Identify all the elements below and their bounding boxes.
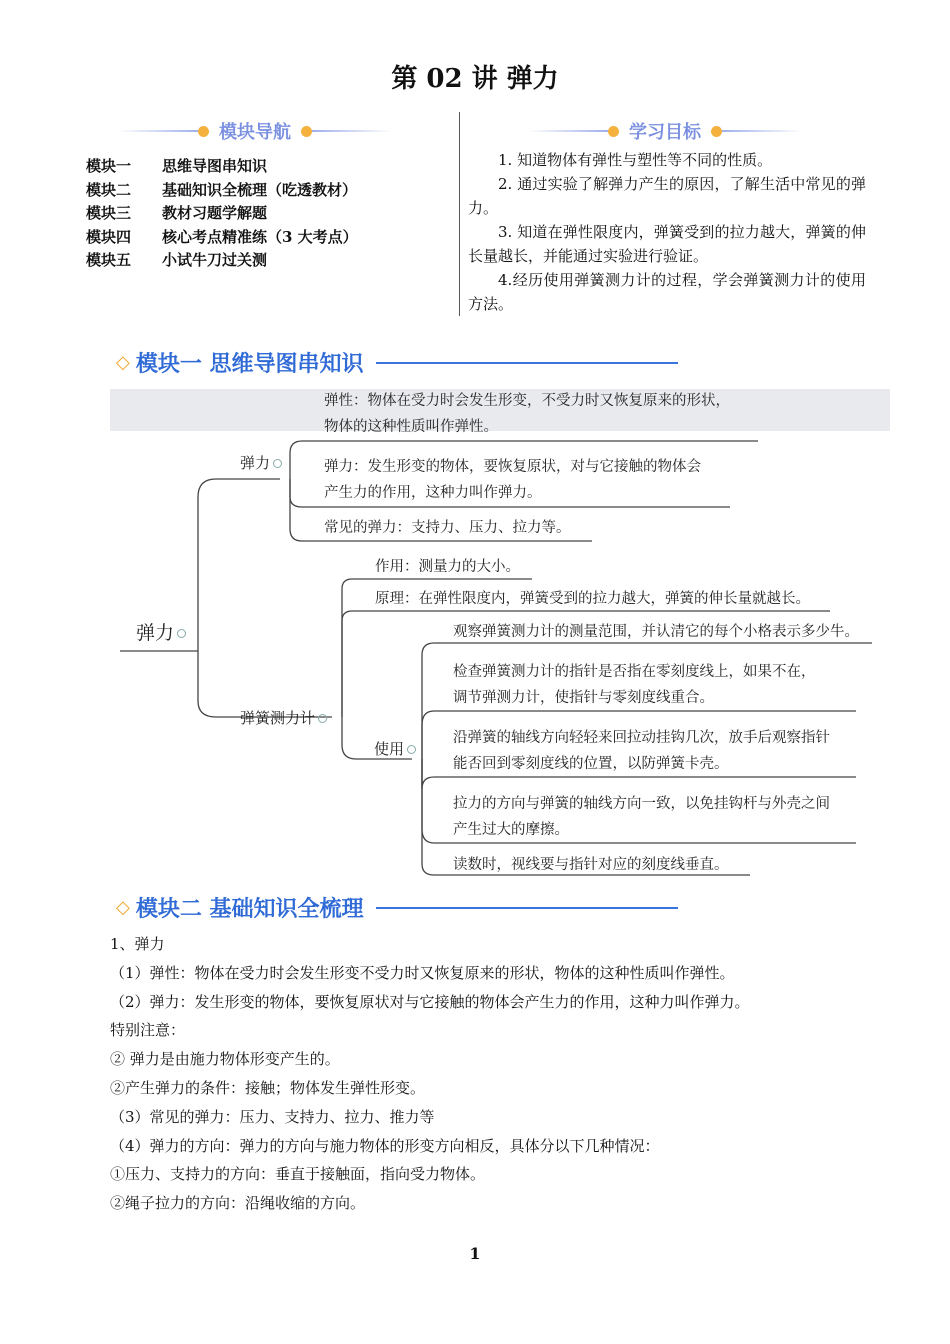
nav-value: 核心考点精准练（3 大考点） [162,227,358,246]
collapse-icon [177,629,186,638]
dot-icon [301,126,312,137]
body-line: ② 弹力是由施力物体形变产生的。 [110,1050,340,1069]
mind-branch-spring-scale [240,707,327,728]
goal-item: 4.经历使用弹簧测力计的过程，学会弹簧测力计的使用方法。 [468,271,866,313]
collapse-icon [407,745,416,754]
module2-title: 模块二 基础知识全梳理 [135,897,364,922]
nav-value: 基础知识全梳理（吃透教材） [162,180,358,199]
nav-key: 模块一 [86,157,132,175]
mind-leaf: 常见的弹力：支持力、压力、拉力等。 [324,520,571,536]
goal-item: 2. 通过实验了解弹力产生的原因，了解生活中常见的弹力。 [468,175,866,217]
learning-goals [468,148,866,316]
header-line [528,130,608,132]
double-chevron-icon: ◇ [116,352,130,373]
list-item [86,249,358,273]
mind-root [136,618,186,645]
list-item [86,179,358,203]
nav-value: 小试牛刀过关测 [162,251,268,269]
header-line [312,130,392,132]
nav-key: 模块二 [86,180,132,199]
body-line: （3）常见的弹力：压力、支持力、拉力、推力等 [110,1107,435,1126]
nav-header-label: 模块导航 [219,122,291,143]
goal-item: 3. 知道在弹性限度内，弹簧受到的拉力越大，弹簧的伸长量越长，并能通过实验进行验证。 [468,223,866,265]
body-line: （1）弹性：物体在受力时会发生形变不受力时又恢复原来的形状，物体的这种性质叫作弹性。 [110,963,735,982]
page-title: 第 02 讲 弹力 [391,64,559,94]
mind-leaf: 产生力的作用，这种力叫作弹力。 [324,485,542,501]
branch-label: 弹簧测力计 [240,709,316,727]
dot-icon [198,126,209,137]
body-line: ②绳子拉力的方向：沿绳收缩的方向。 [110,1194,366,1213]
mind-leaf: 作用：测量力的大小。 [375,559,520,575]
list-item [86,155,358,179]
goals-header [510,118,820,144]
mind-branch-use [374,738,416,759]
dot-icon [608,126,619,137]
body-line: 特别注意： [110,1021,186,1040]
mind-leaf: 检查弹簧测力计的指针是否指在零刻度线上，如果不在， [453,664,816,680]
list-item [86,226,358,250]
header-line [722,130,802,132]
branch-label: 使用 [374,740,405,758]
body-line: （4）弹力的方向：弹力的方向与施力物体的形变方向相反，具体分以下几种情况： [110,1136,660,1155]
module1-title: 模块一 思维导图串知识 [135,352,364,377]
body-line: （2）弹力：发生形变的物体，要恢复原状对与它接触的物体会产生力的作用，这种力叫作弹力。 [110,992,750,1011]
nav-value: 思维导图串知识 [162,157,268,175]
collapse-icon [318,714,327,723]
mind-map [110,389,890,881]
body-line: ②产生弹力的条件：接触；物体发生弹性形变。 [110,1078,426,1097]
knowledge-body [110,930,870,1218]
nav-key: 模块五 [86,251,132,269]
module2-banner [116,892,678,923]
mind-leaf: 拉力的方向与弹簧的轴线方向一致，以免挂钩杆与外壳之间 [453,796,830,812]
column-divider [459,112,460,316]
body-line: ①压力、支持力的方向：垂直于接触面，指向受力物体。 [110,1165,486,1184]
nav-key: 模块四 [86,227,132,246]
mind-leaf: 调节弹测力计，使指针与零刻度线重合。 [453,690,714,706]
goal-item: 1. 知道物体有弹性与塑性等不同的性质。 [498,151,773,169]
banner-line [376,907,678,909]
page-number: 1 [469,1244,481,1263]
mind-leaf: 能否回到零刻度线的位置，以防弹簧卡壳。 [453,756,729,772]
module1-banner [116,347,678,378]
branch-label: 弹力 [240,454,271,472]
nav-header [100,118,410,144]
mind-leaf: 读数时，视线要与指针对应的刻度线垂直。 [453,857,729,873]
mind-leaf: 弹力：发生形变的物体，要恢复原状，对与它接触的物体会 [324,459,701,475]
mind-leaf: 物体的这种性质叫作弹性。 [324,419,498,435]
mind-branch-elastic-force [240,452,282,473]
nav-value: 教材习题学解题 [162,204,268,222]
body-line: 1、弹力 [110,935,165,953]
dot-icon [711,126,722,137]
nav-key: 模块三 [86,204,132,222]
header-line [118,130,198,132]
banner-line [376,362,678,364]
double-chevron-icon: ◇ [116,897,130,918]
mind-root-label: 弹力 [136,622,175,644]
collapse-icon [273,459,282,468]
list-item [86,202,358,226]
mind-leaf: 观察弹簧测力计的测量范围，并认清它的每个小格表示多少牛。 [453,624,859,640]
mind-leaf: 产生过大的摩擦。 [453,822,569,838]
module-nav-list [86,155,358,273]
goals-header-label: 学习目标 [629,122,701,143]
mind-leaf: 原理：在弹性限度内，弹簧受到的拉力越大，弹簧的伸长量就越长。 [375,591,810,607]
mind-leaf: 沿弹簧的轴线方向轻轻来回拉动挂钩几次，放手后观察指针 [453,730,830,746]
mind-leaf: 弹性：物体在受力时会发生形变，不受力时又恢复原来的形状， [324,393,730,409]
